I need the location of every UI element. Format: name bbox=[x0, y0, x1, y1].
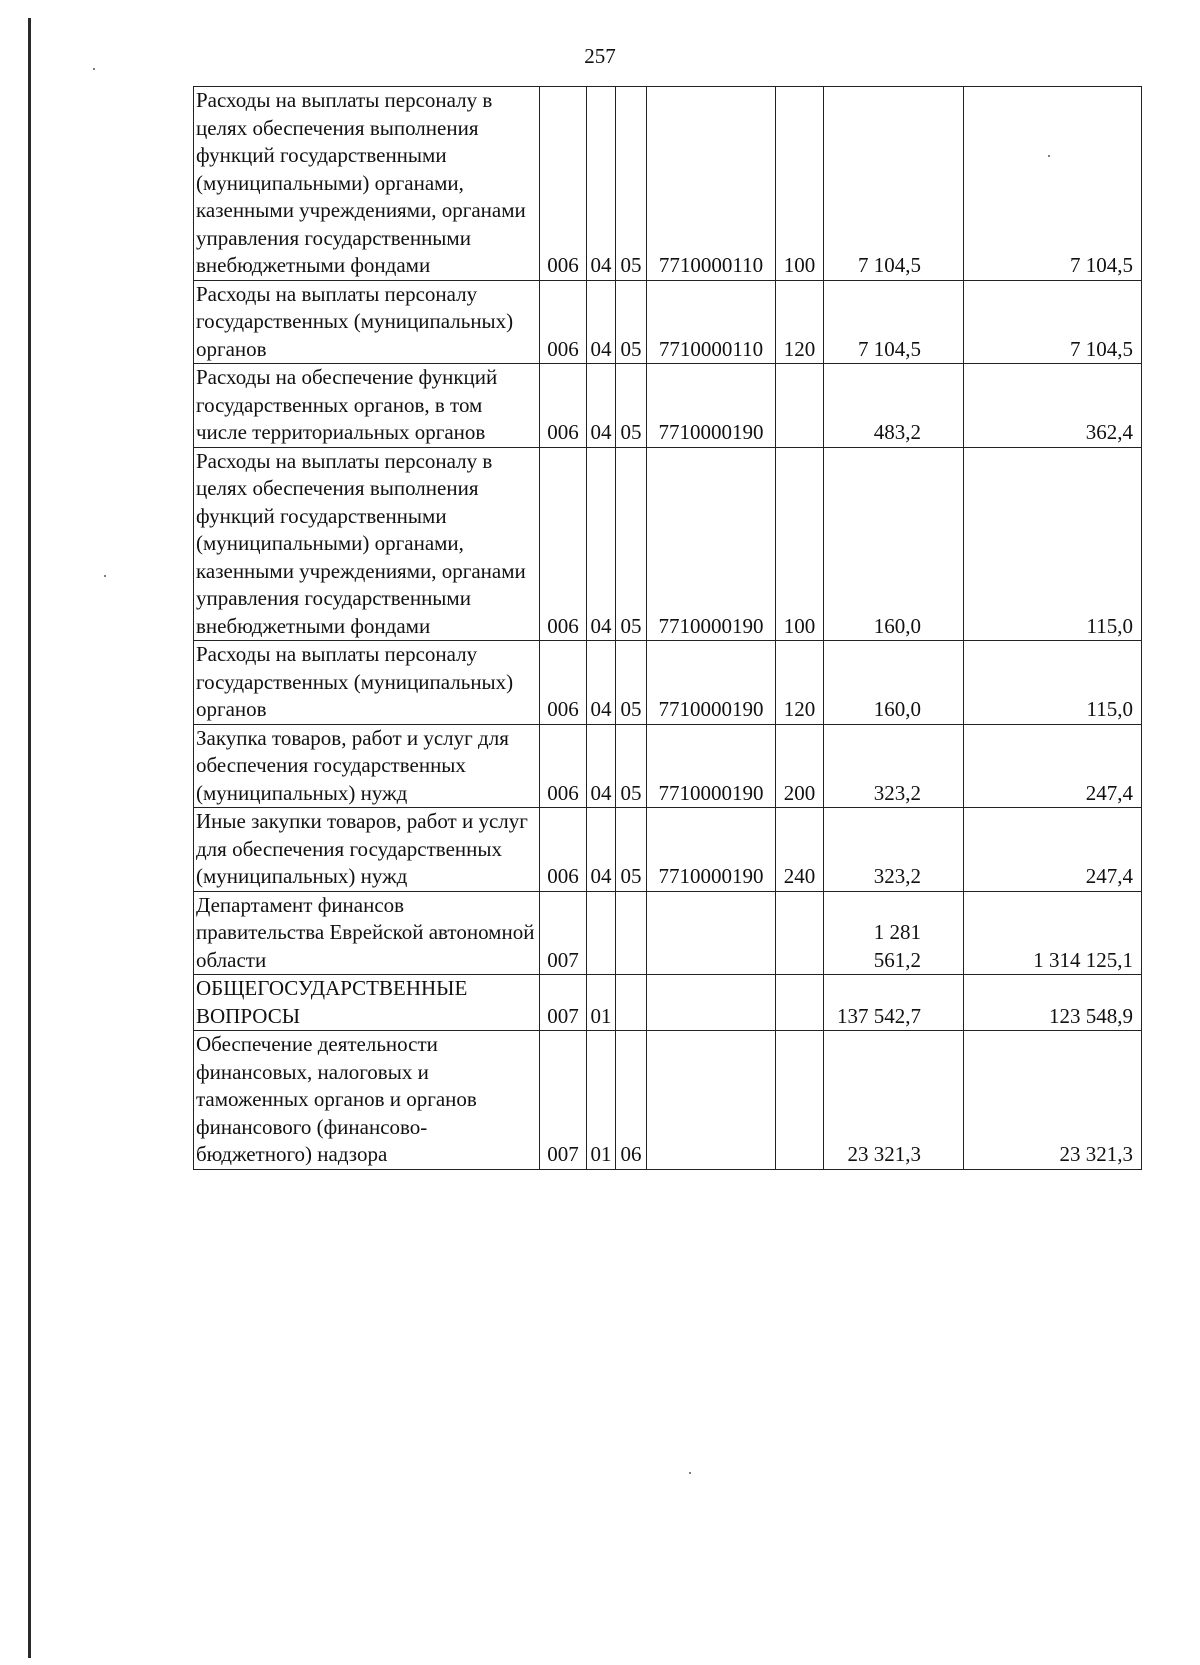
expense-type-cell bbox=[776, 891, 824, 975]
target-article-cell: 7710000190 bbox=[647, 641, 776, 725]
expense-type-cell: 100 bbox=[776, 87, 824, 281]
target-article-cell: 7710000110 bbox=[647, 87, 776, 281]
expense-type-cell bbox=[776, 975, 824, 1031]
section-code-cell: 04 bbox=[587, 724, 616, 808]
subsection-code-cell bbox=[616, 891, 647, 975]
row-name-cell: Обеспечение деятельности финансовых, налоговых и таможенных органов и органов финансового (финансово-бюджетного) надзора bbox=[194, 1031, 540, 1170]
ministry-code-cell: 007 bbox=[540, 1031, 587, 1170]
target-article-cell: 7710000190 bbox=[647, 724, 776, 808]
section-code-cell bbox=[587, 891, 616, 975]
section-code-cell: 04 bbox=[587, 364, 616, 448]
expense-type-cell bbox=[776, 1031, 824, 1170]
ministry-code-cell: 007 bbox=[540, 891, 587, 975]
ministry-code-cell: 006 bbox=[540, 724, 587, 808]
target-article-cell bbox=[647, 1031, 776, 1170]
sum-first-cell: 23 321,3 bbox=[824, 1031, 964, 1170]
expense-type-cell bbox=[776, 364, 824, 448]
budget-table-body bbox=[194, 87, 1142, 1170]
sum-second-cell: 123 548,9 bbox=[964, 975, 1142, 1031]
table-row bbox=[194, 975, 1142, 1031]
ministry-code-cell: 006 bbox=[540, 280, 587, 364]
sum-second-cell: 362,4 bbox=[964, 364, 1142, 448]
ministry-code-cell: 007 bbox=[540, 975, 587, 1031]
section-code-cell: 04 bbox=[587, 808, 616, 892]
row-name-cell: Расходы на выплаты персоналу в целях обеспечения выполнения функций государственными (муниципальными) органами, казенными учреждениями, органами управления государственными внебюджетными фондами bbox=[194, 447, 540, 641]
section-code-cell: 04 bbox=[587, 280, 616, 364]
sum-first-cell: 483,2 bbox=[824, 364, 964, 448]
page-number: 257 bbox=[584, 44, 616, 68]
table-row bbox=[194, 87, 1142, 281]
target-article-cell bbox=[647, 975, 776, 1031]
ministry-code-cell: 006 bbox=[540, 808, 587, 892]
target-article-cell: 7710000190 bbox=[647, 447, 776, 641]
ministry-code-cell: 006 bbox=[540, 87, 587, 281]
subsection-code-cell: 05 bbox=[616, 364, 647, 448]
row-name-cell: Департамент финансов правительства Еврейской автономной области bbox=[194, 891, 540, 975]
row-name-cell: ОБЩЕГОСУДАРСТВЕННЫЕ ВОПРОСЫ bbox=[194, 975, 540, 1031]
subsection-code-cell: 06 bbox=[616, 1031, 647, 1170]
subsection-code-cell: 05 bbox=[616, 641, 647, 725]
sum-second-cell: 115,0 bbox=[964, 447, 1142, 641]
sum-first-cell: 160,0 bbox=[824, 641, 964, 725]
row-name-cell: Иные закупки товаров, работ и услуг для обеспечения государственных (муниципальных) нужд bbox=[194, 808, 540, 892]
subsection-code-cell: 05 bbox=[616, 447, 647, 641]
row-name-cell: Закупка товаров, работ и услуг для обеспечения государственных (муниципальных) нужд bbox=[194, 724, 540, 808]
table-row bbox=[194, 1031, 1142, 1170]
subsection-code-cell: 05 bbox=[616, 280, 647, 364]
target-article-cell: 7710000190 bbox=[647, 364, 776, 448]
table-row bbox=[194, 891, 1142, 975]
sum-first-cell: 7 104,5 bbox=[824, 87, 964, 281]
subsection-code-cell: 05 bbox=[616, 87, 647, 281]
expense-type-cell: 240 bbox=[776, 808, 824, 892]
table-row bbox=[194, 724, 1142, 808]
row-name-cell: Расходы на выплаты персоналу государственных (муниципальных) органов bbox=[194, 280, 540, 364]
budget-table bbox=[193, 86, 1142, 1170]
binding-margin-line bbox=[28, 18, 31, 1658]
table-row bbox=[194, 364, 1142, 448]
expense-type-cell: 120 bbox=[776, 280, 824, 364]
expense-type-cell: 100 bbox=[776, 447, 824, 641]
scan-speck bbox=[689, 1472, 691, 1474]
section-code-cell: 04 bbox=[587, 87, 616, 281]
sum-first-cell: 323,2 bbox=[824, 724, 964, 808]
section-code-cell: 04 bbox=[587, 447, 616, 641]
row-name-cell: Расходы на обеспечение функций государственных органов, в том числе территориальных органов bbox=[194, 364, 540, 448]
row-name-cell: Расходы на выплаты персоналу в целях обеспечения выполнения функций государственными (муниципальными) органами, казенными учреждениями, органами управления государственными внебюджетными фондами bbox=[194, 87, 540, 281]
sum-second-cell: 23 321,3 bbox=[964, 1031, 1142, 1170]
sum-first-cell: 160,0 bbox=[824, 447, 964, 641]
sum-second-cell: 247,4 bbox=[964, 724, 1142, 808]
target-article-cell: 7710000190 bbox=[647, 808, 776, 892]
section-code-cell: 01 bbox=[587, 1031, 616, 1170]
target-article-cell bbox=[647, 891, 776, 975]
ministry-code-cell: 006 bbox=[540, 641, 587, 725]
sum-first-cell: 137 542,7 bbox=[824, 975, 964, 1031]
row-name-cell: Расходы на выплаты персоналу государственных (муниципальных) органов bbox=[194, 641, 540, 725]
subsection-code-cell: 05 bbox=[616, 724, 647, 808]
table-row bbox=[194, 280, 1142, 364]
sum-second-cell: 7 104,5 bbox=[964, 87, 1142, 281]
expense-type-cell: 120 bbox=[776, 641, 824, 725]
expense-type-cell: 200 bbox=[776, 724, 824, 808]
table-row bbox=[194, 808, 1142, 892]
ministry-code-cell: 006 bbox=[540, 447, 587, 641]
sum-second-cell: 247,4 bbox=[964, 808, 1142, 892]
sum-first-cell: 1 281 561,2 bbox=[824, 891, 964, 975]
sum-first-cell: 323,2 bbox=[824, 808, 964, 892]
sum-second-cell: 7 104,5 bbox=[964, 280, 1142, 364]
subsection-code-cell: 05 bbox=[616, 808, 647, 892]
section-code-cell: 01 bbox=[587, 975, 616, 1031]
sum-second-cell: 115,0 bbox=[964, 641, 1142, 725]
sum-second-cell: 1 314 125,1 bbox=[964, 891, 1142, 975]
table-row bbox=[194, 447, 1142, 641]
ministry-code-cell: 006 bbox=[540, 364, 587, 448]
sum-first-cell: 7 104,5 bbox=[824, 280, 964, 364]
target-article-cell: 7710000110 bbox=[647, 280, 776, 364]
subsection-code-cell bbox=[616, 975, 647, 1031]
section-code-cell: 04 bbox=[587, 641, 616, 725]
scan-speck bbox=[104, 575, 106, 577]
table-row bbox=[194, 641, 1142, 725]
